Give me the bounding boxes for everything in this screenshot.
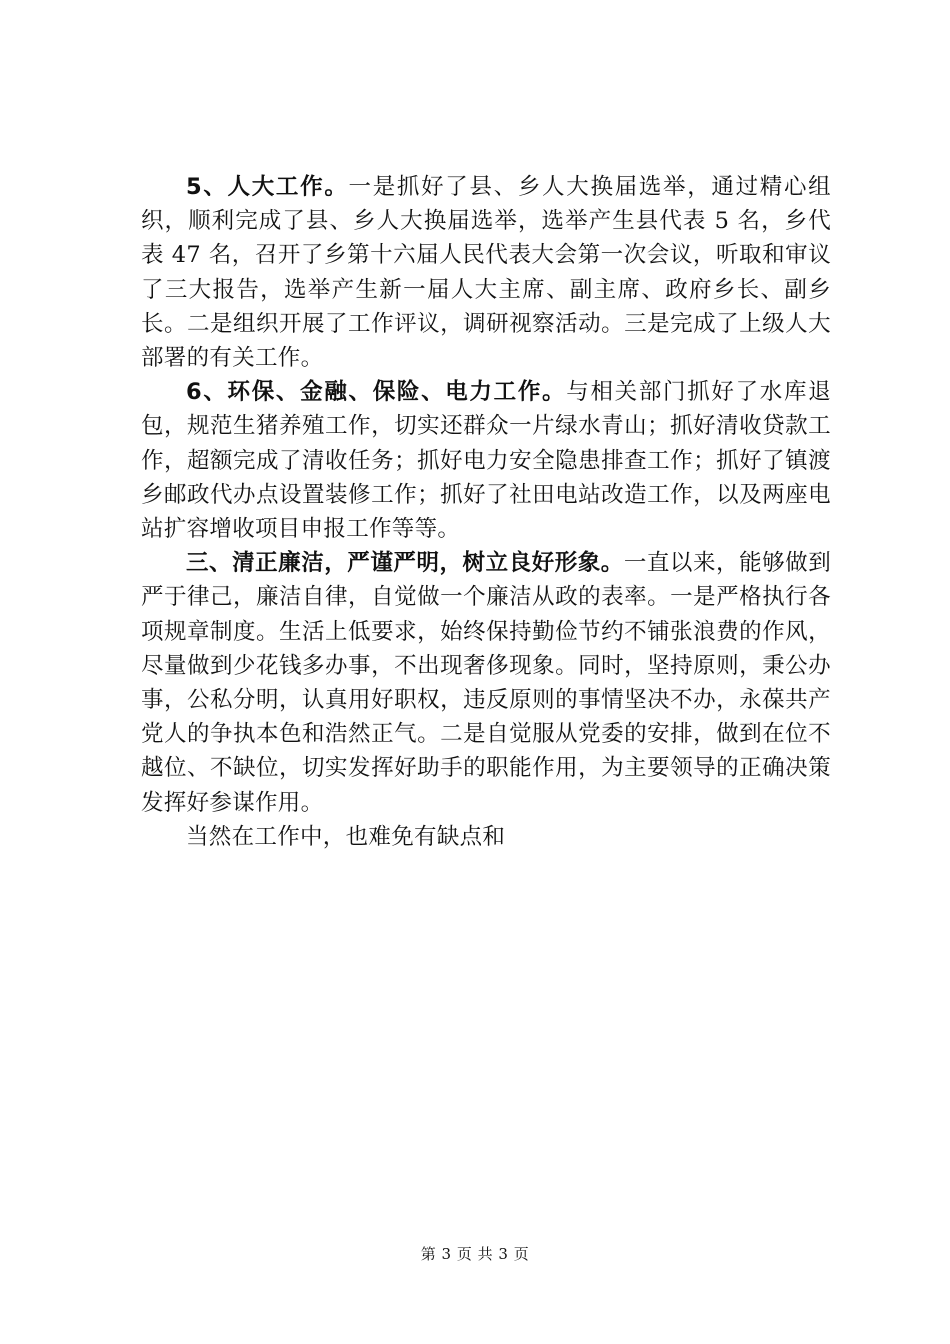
paragraph-heading: 三、清正廉洁，严谨严明，树立良好形象。	[186, 550, 624, 577]
paragraph-text: 当然在工作中，也难免有缺点和	[186, 823, 506, 850]
paragraph-text: 一直以来，能够做到严于律己，廉洁自律，自觉做一个廉洁从政的表率。一是严格执行各项规章制度。生活上低要求，始终保持勤俭节约不铺张浪费的作风，尽量做到少花钱多办事，不出现奢侈现象。同时，坚持原则，秉公办事，公私分明，认真用好职权，违反原则的事情坚决不办，永葆共产党人的争执本色和浩然正气。二是自觉服从党委的安排，做到在位不越位、不缺位，切实发挥好助手的职能作用，为主要领导的正确决策发挥好参谋作用。	[141, 550, 831, 816]
paragraph-text: 一是抓好了县、乡人大换届选举，通过精心组织，顺利完成了县、乡人大换届选举，选举产生县代表 5 名，乡代表 47 名，召开了乡第十六届人民代表大会第一次会议，听取和审议了三大报告，选举产生新一届人大主席、副主席、政府乡长、副乡长。二是组织开展了工作评议，调研视察活动。三是完成了上级人大部署的有关工作。	[141, 174, 831, 372]
paragraph-npc-work	[141, 170, 831, 375]
paragraph-heading: 5、人大工作。	[186, 174, 349, 200]
document-body	[141, 170, 831, 854]
paragraph-shortcomings	[141, 820, 831, 854]
paragraph-environment-finance-work	[141, 375, 831, 546]
page-number-footer: 第 3 页 共 3 页	[420, 1245, 530, 1263]
paragraph-text: 与相关部门抓好了水库退包，规范生猪养殖工作，切实还群众一片绿水青山；抓好清收贷款工作，超额完成了清收任务；抓好电力安全隐患排查工作；抓好了镇渡乡邮政代办点设置装修工作；抓好了社田电站改造工作，以及两座电站扩容增收项目申报工作等等。	[141, 379, 831, 543]
paragraph-heading: 6、环保、金融、保险、电力工作。	[186, 379, 567, 406]
paragraph-integrity	[141, 546, 831, 820]
